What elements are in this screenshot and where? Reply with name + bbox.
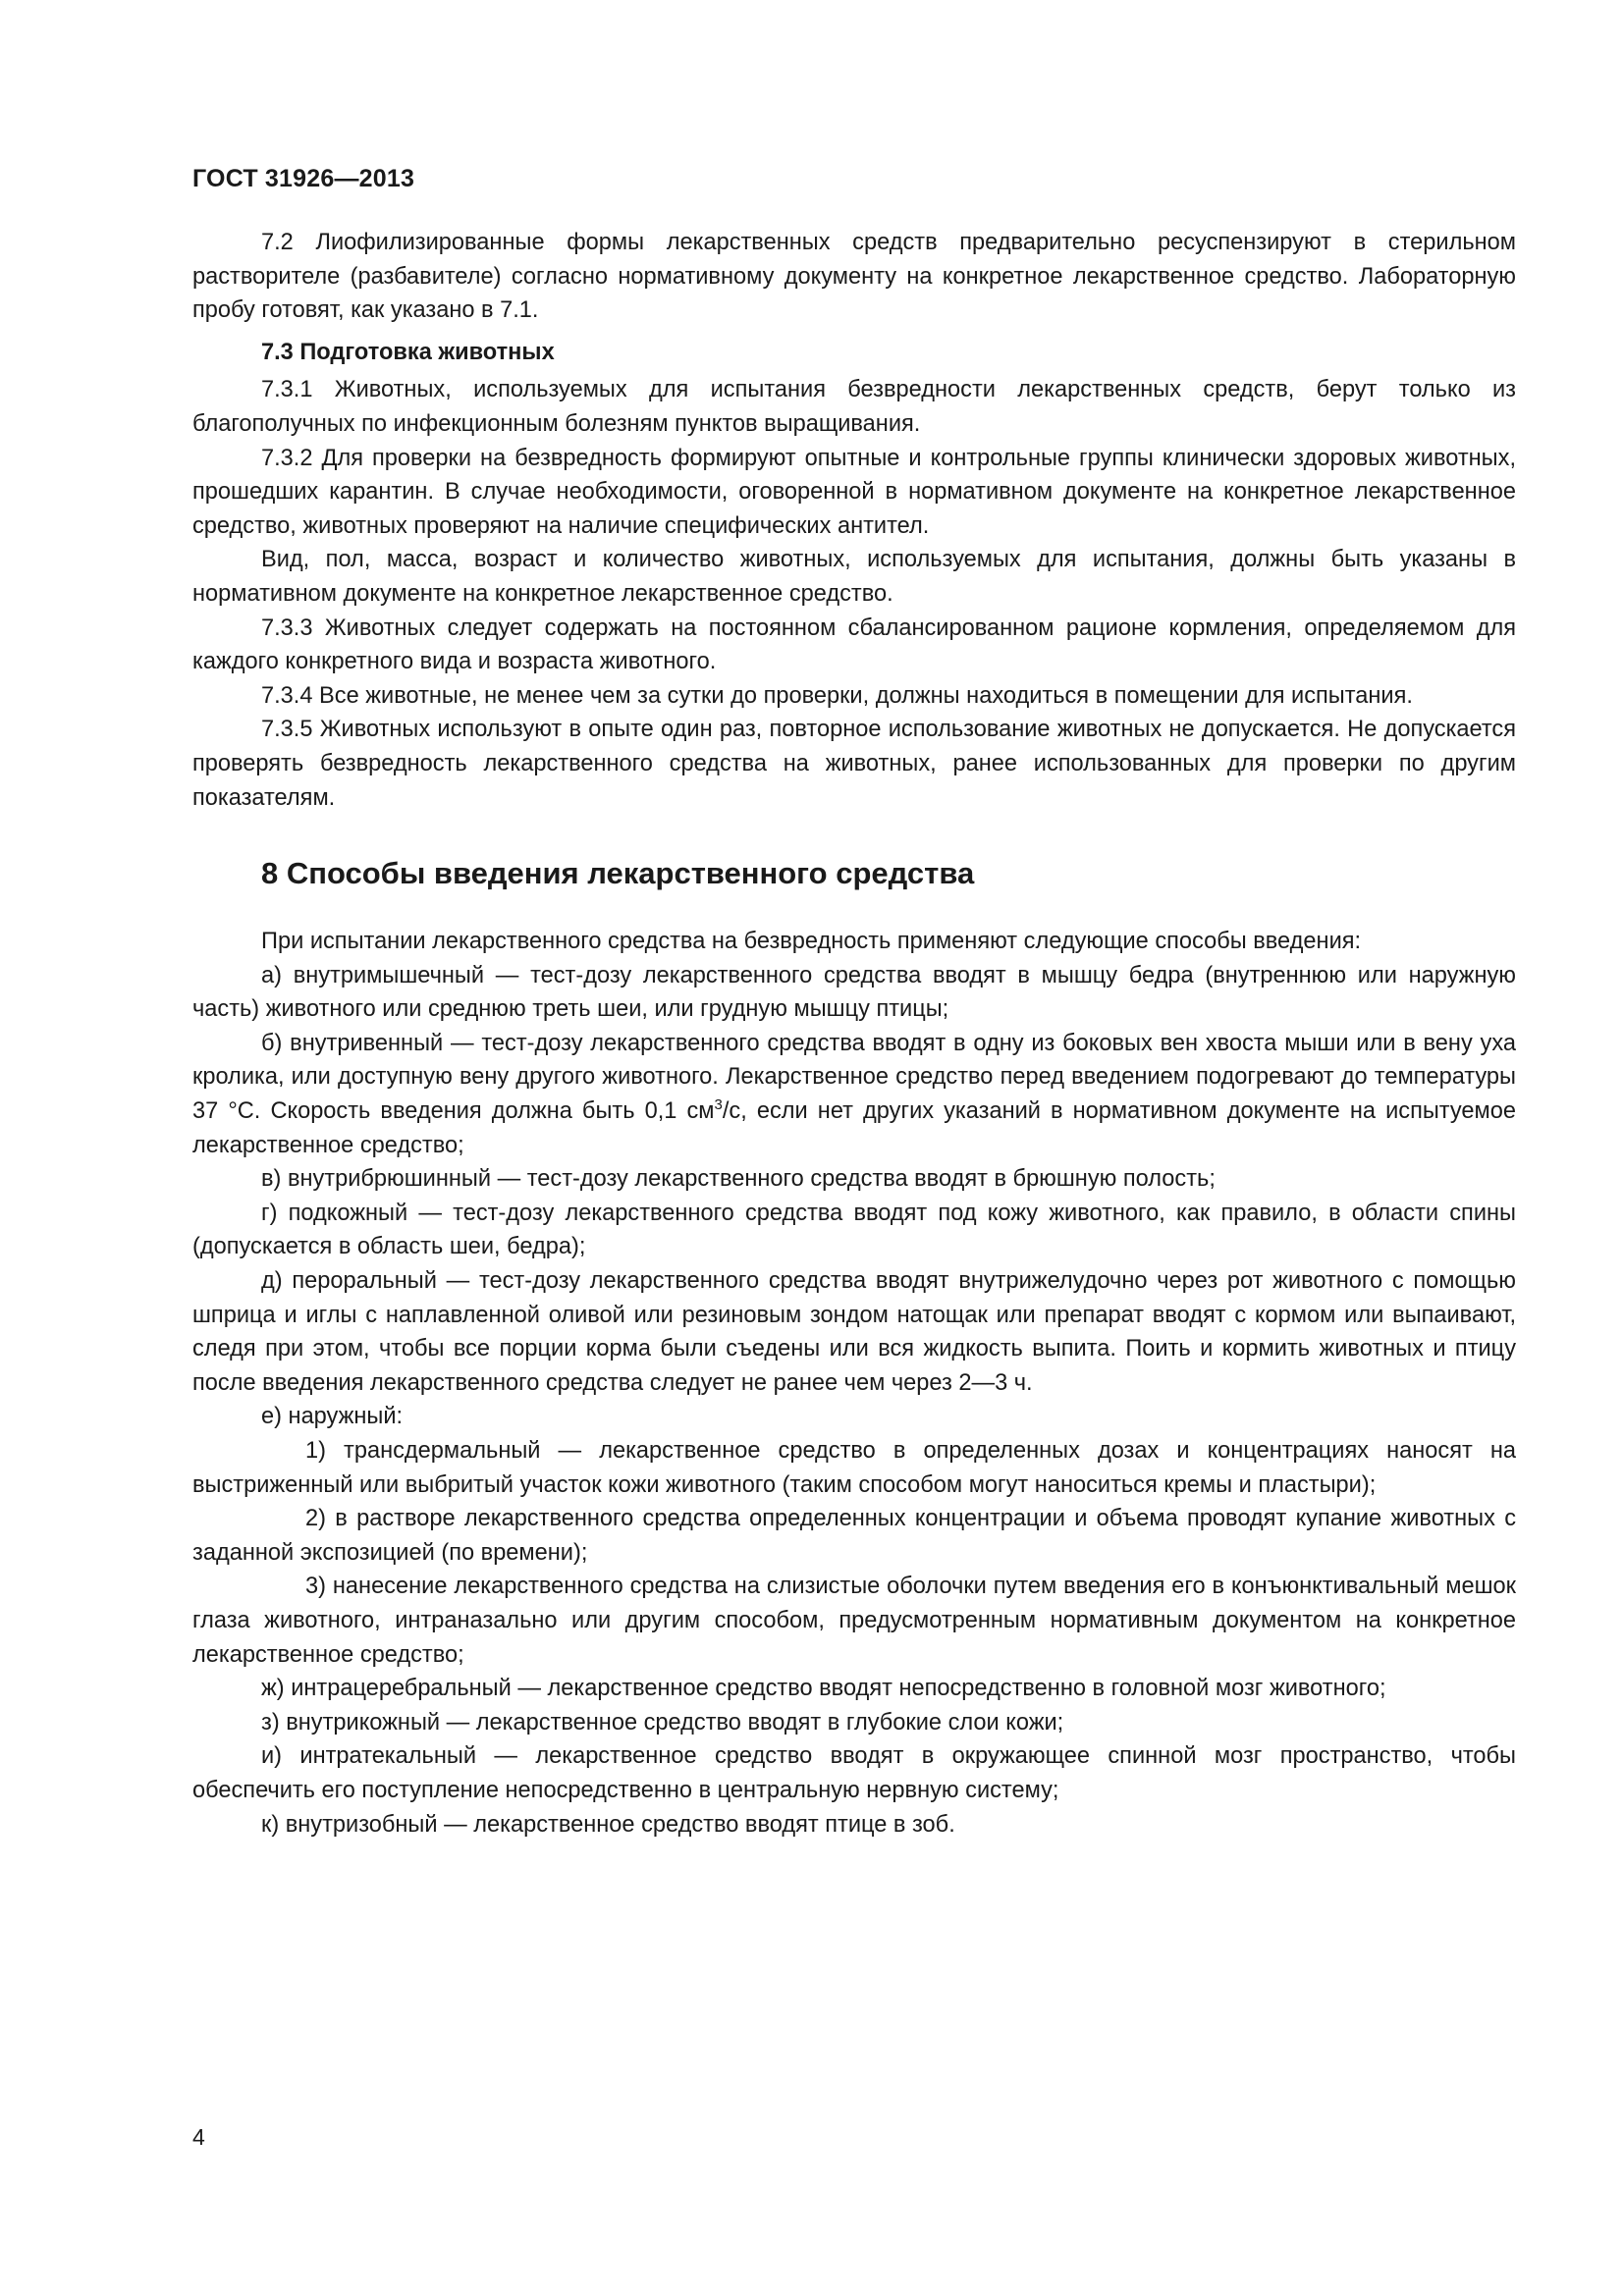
paragraph-7-3-3: 7.3.3 Животных следует содержать на постоянном сбалансированном рационе кормления, определяемом для каждого конкретного вида и возраста животного. [192,614,1516,675]
list-item-a: а) внутримышечный — тест-дозу лекарственного средства вводят в мышцу бедра (внутреннюю или наружную часть) животного или среднюю треть шеи, или грудную мышцу птицы; [192,962,1516,1023]
document-body [192,226,1516,1842]
list-item-i: и) интратекальный — лекарственное средство вводят в окружающее спинной мозг пространство, чтобы обеспечить его поступление непосредственно в центральную нервную систему; [192,1743,1516,1803]
document-code-header: ГОСТ 31926—2013 [192,165,415,192]
paragraph-7-3-2-continued: Вид, пол, масса, возраст и количество животных, используемых для испытания, должны быть указаны в нормативном документе на конкретное лекарственное средство. [192,547,1516,607]
paragraph-7-3-1: 7.3.1 Животных, используемых для испытания безвредности лекарственных средств, берут только из благополучных по инфекционным болезням пунктов выращивания. [192,377,1516,437]
list-item-b-text-start: б) внутривенный — тест-дозу лекарственного средства вводят в одну из боковых вен хвоста мыши или в вену уха кролика, или доступную вену другого животного. Лекарственное средство перед введением подогревают до температуры 37 °С. Скорость введения должна быть 0,1 см [192,1030,1516,1125]
list-item-z: з) внутрикожный — лекарственное средство вводят в глубокие слои кожи; [261,1709,1064,1735]
superscript-3: 3 [714,1096,723,1114]
paragraph-7-3-4: 7.3.4 Все животные, не менее чем за сутки до проверки, должны находиться в помещении для испытания. [261,682,1413,709]
paragraph-7-3-2: 7.3.2 Для проверки на безвредность формируют опытные и контрольные группы клинически здоровых животных, прошедших карантин. В случае необходимости, оговоренной в нормативном документе на конкретное лекарственное средство, животных проверяют на наличие специфических антител. [192,445,1516,539]
list-item-d: д) пероральный — тест-дозу лекарственного средства вводят внутрижелудочно через рот животного с помощью шприца и иглы с наплавленной оливой или резиновым зондом натощак или препарат вводят с кормом или выпаивают, следя при этом, чтобы все порции корма были съедены или вся жидкость выпита. Поить и кормить животных и птицу после введения лекарственного средства следует не ранее чем через 2—3 ч. [192,1268,1516,1396]
list-item-e: е) наружный: [261,1404,404,1430]
list-item-zh: ж) интрацеребральный — лекарственное средство вводят непосредственно в головной мозг животного; [261,1676,1386,1702]
subsection-heading-7-3: 7.3 Подготовка животных [261,339,555,365]
list-item-k: к) внутризобный — лекарственное средство вводят птице в зоб. [261,1811,955,1838]
paragraph-7-2: 7.2 Лиофилизированные формы лекарственных средств предварительно ресуспензируют в стерильном растворителе (разбавителе) согласно нормативному документу на конкретное лекарственное средство. Лабораторную пробу готовят, как указано в 7.1. [192,230,1516,324]
list-subitem-e-1: 1) трансдермальный — лекарственное средство в определенных дозах и концентрациях наносят на выстриженный или выбритый участок кожи животного (таким способом могут наноситься кремы и пластыри); [192,1438,1516,1498]
list-item-v: в) внутрибрюшинный — тест-дозу лекарственного средства вводят в брюшную полость; [261,1166,1216,1193]
list-subitem-e-3: 3) нанесение лекарственного средства на слизистые оболочки путем введения его в конъюнктивальный мешок глаза животного, интраназально или другим способом, предусмотренным нормативным документом на конкретное лекарственное средство; [192,1574,1516,1668]
section-8-intro: При испытании лекарственного средства на безвредность применяют следующие способы введения: [261,929,1362,955]
section-heading-8: 8 Способы введения лекарственного средства [261,856,975,891]
list-subitem-e-2: 2) в растворе лекарственного средства определенных концентрации и объема проводят купание животных с заданной экспозицией (по времени); [192,1506,1516,1566]
list-item-b [192,1027,1516,1162]
page-number: 4 [192,2124,205,2150]
paragraph-7-3-5: 7.3.5 Животных используют в опыте один раз, повторное использование животных не допускается. Не допускается проверять безвредность лекарственного средства на животных, ранее использованных для проверки по другим показателям. [192,717,1516,811]
list-item-b-text-end: /с, если нет других указаний в нормативном документе на испытуемое лекарственное средство; [192,1098,1516,1158]
list-item-g: г) подкожный — тест-дозу лекарственного средства вводят под кожу животного, как правило, в области спины (допускается в область шеи, бедра); [192,1200,1516,1260]
